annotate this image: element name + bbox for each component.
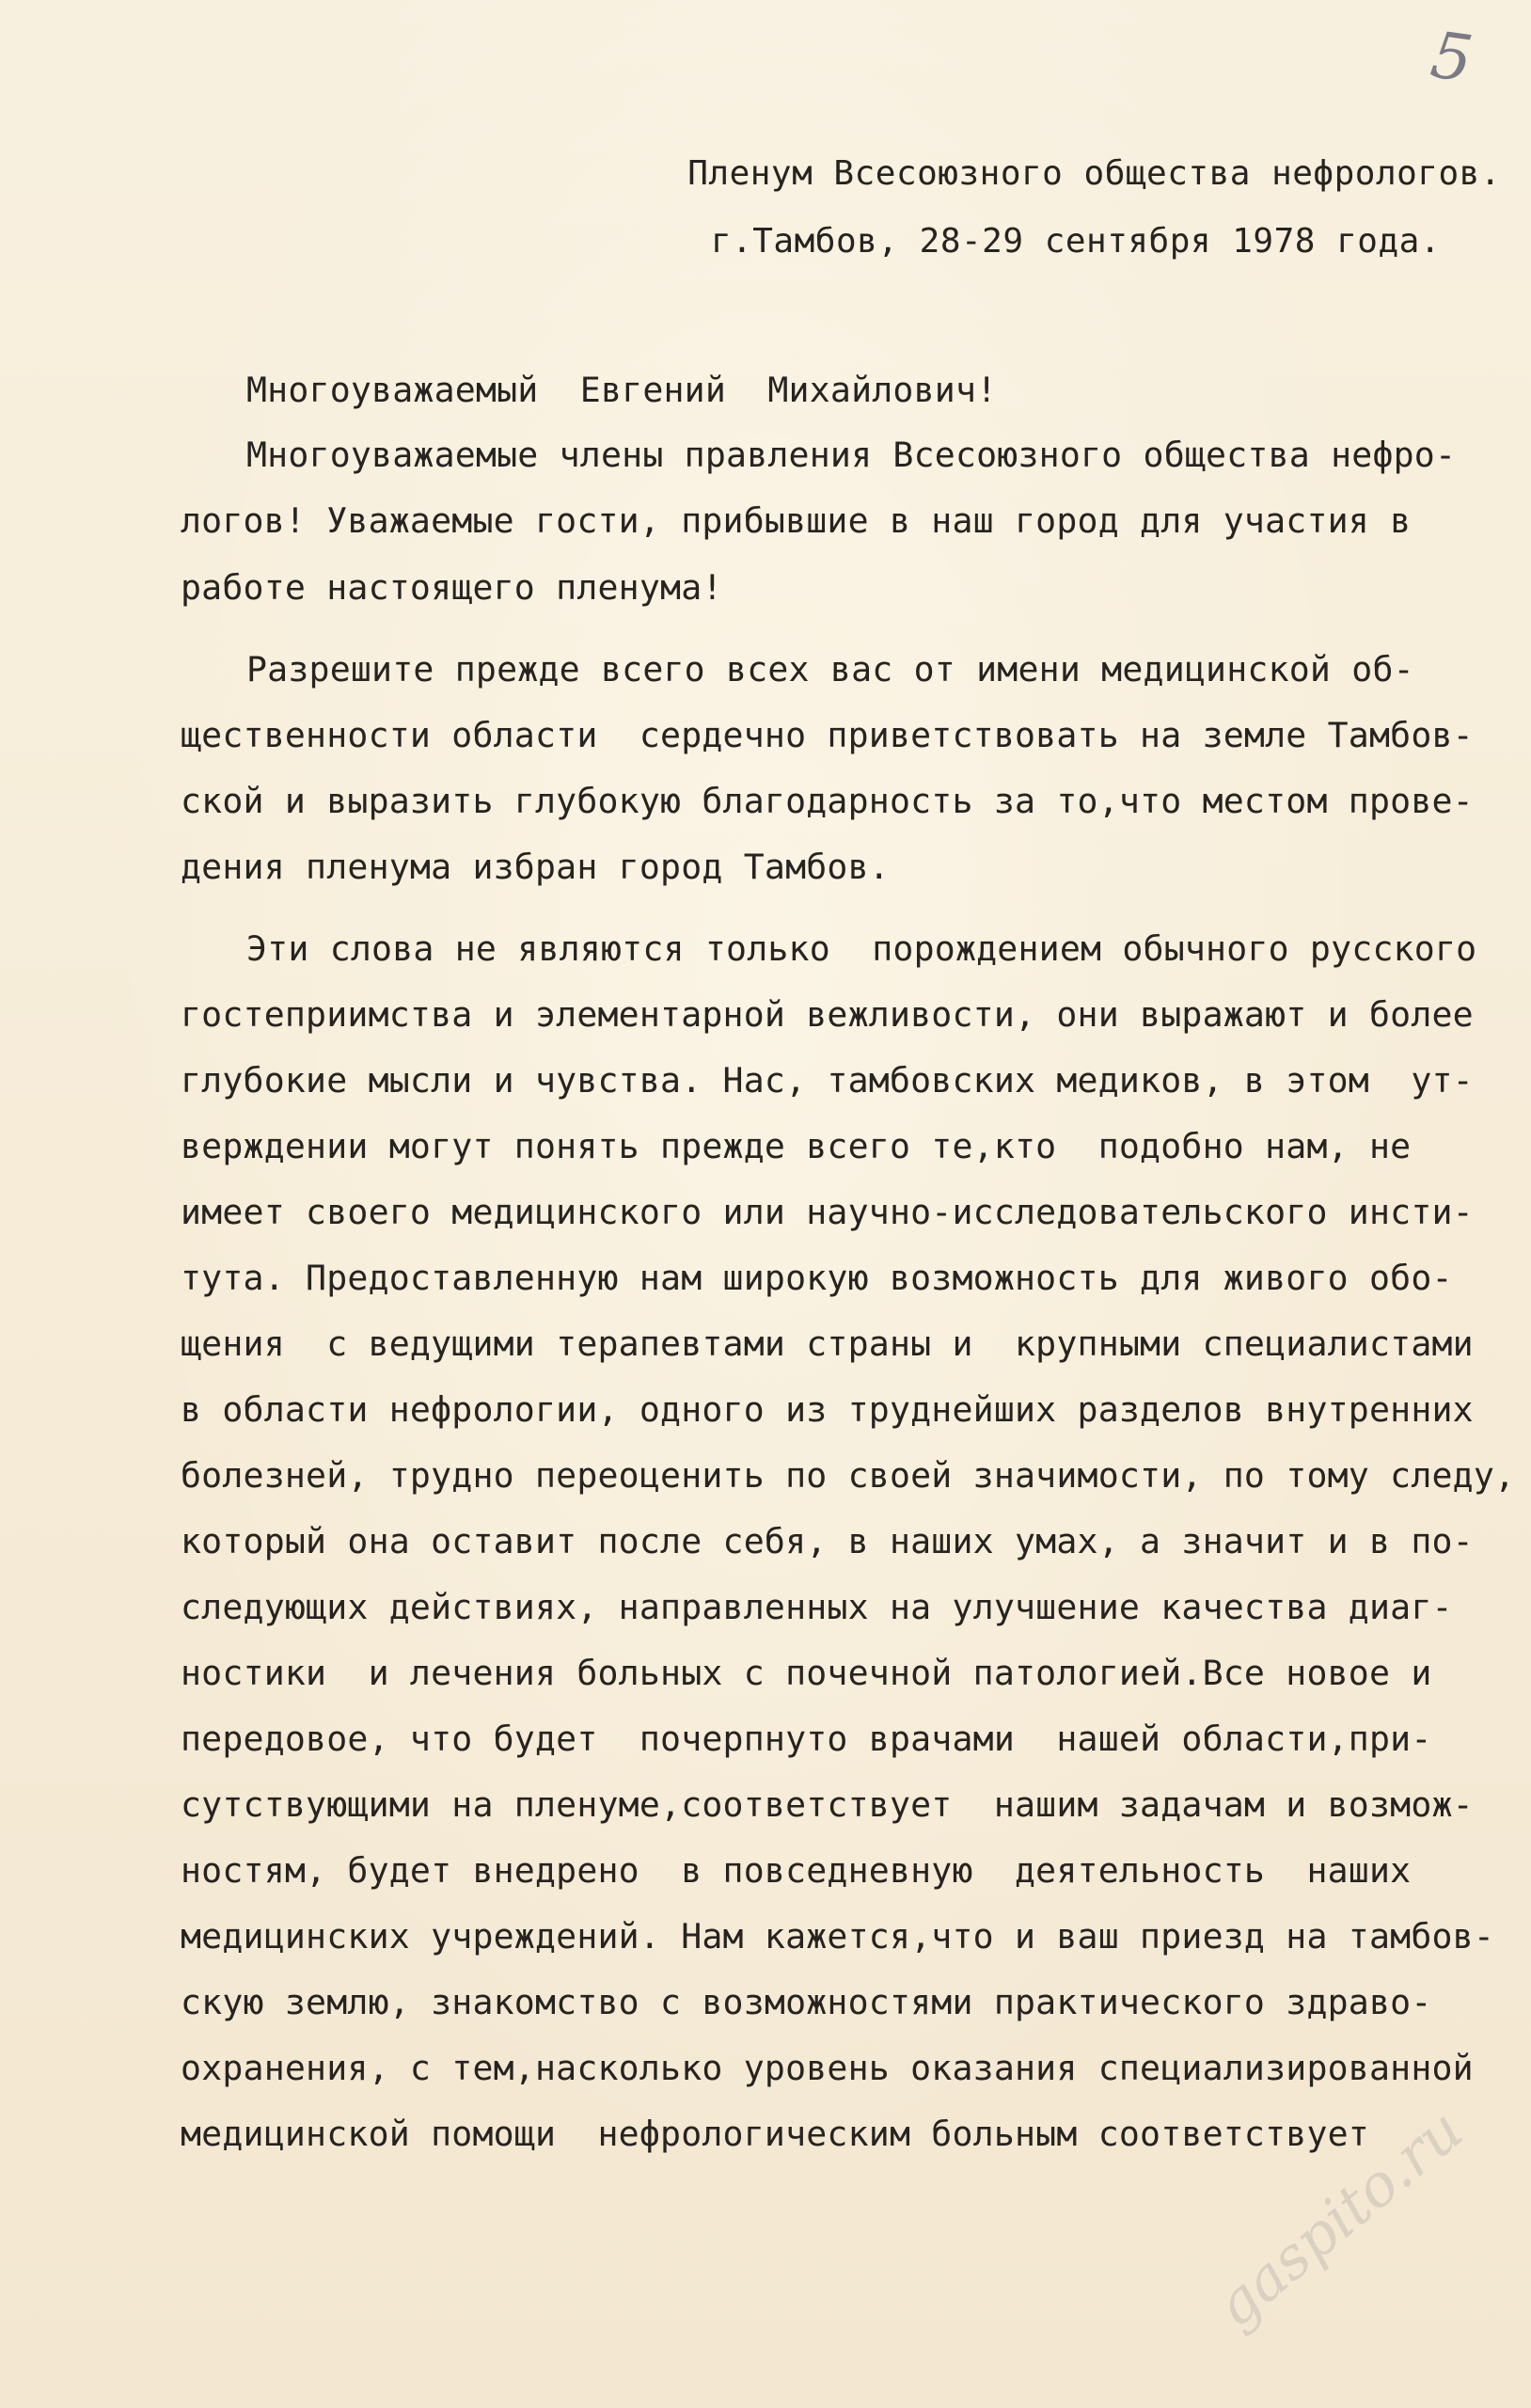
text-line: гостеприимства и элементарной вежливости, они выражают и более xyxy=(181,994,1474,1035)
text-line: ской и выразить глубокую благодарность за то,что местом прове- xyxy=(181,781,1474,821)
text-line: дения пленума избран город Тамбов. xyxy=(181,847,890,887)
text-line: следующих действиях, направленных на улучшение качества диаг- xyxy=(181,1587,1453,1627)
heading-line-1: Пленум Всесоюзного общества нефрологов. xyxy=(687,154,1501,193)
text-line: логов! Уважаемые гости, прибывшие в наш город для участия в xyxy=(181,500,1412,541)
text-line: медицинских учреждений. Нам кажется,что и ваш приезд на тамбов- xyxy=(181,1916,1495,1956)
text-line: скую землю, знакомство с возможностями практического здраво- xyxy=(181,1982,1432,2022)
text-line: сутствующими на пленуме,соответствует нашим задачам и возмож- xyxy=(181,1784,1474,1825)
text-line: ностям, будет внедрено в повседневную деятельность наших xyxy=(181,1850,1412,1891)
text-line: охранения, с тем,насколько уровень оказания специализированной xyxy=(181,2048,1474,2088)
text-line: глубокие мысли и чувства. Нас, тамбовских медиков, в этом ут- xyxy=(181,1060,1474,1101)
text-line: Многоуважаемые члены правления Всесоюзного общества нефро- xyxy=(246,435,1457,475)
page-number: 5 xyxy=(1426,18,1477,98)
text-line: щественности области сердечно приветствовать на земле Тамбов- xyxy=(181,715,1474,755)
text-line: имеет своего медицинского или научно-исследовательского инсти- xyxy=(181,1192,1474,1232)
text-line: в области нефрологии, одного из труднейших разделов внутренних xyxy=(181,1389,1474,1430)
text-line: тута. Предоставленную нам широкую возможность для живого обо- xyxy=(181,1258,1453,1298)
heading-line-2: г.Тамбов, 28-29 сентября 1978 года. xyxy=(710,222,1441,261)
text-line: Эти слова не являются только порождением обычного русского xyxy=(246,928,1477,969)
text-line: щения с ведущими терапевтами страны и крупными специалистами xyxy=(181,1323,1474,1364)
text-line: Многоуважаемый Евгений Михайлович! xyxy=(246,370,998,410)
text-line: Разрешите прежде всего всех вас от имени медицинской об- xyxy=(246,649,1414,689)
text-line: болезней, трудно переоценить по своей значимости, по тому следу, xyxy=(181,1455,1516,1496)
text-line: работе настоящего пленума! xyxy=(181,567,723,608)
text-line: верждении могут понять прежде всего те,кто подобно нам, не xyxy=(181,1126,1412,1166)
text-line: медицинской помощи нефрологическим больным соответствует xyxy=(181,2114,1369,2154)
text-line: передовое, что будет почерпнуто врачами нашей области,при- xyxy=(181,1719,1432,1759)
text-line: который она оставит после себя, в наших умах, а значит и в по- xyxy=(181,1521,1474,1561)
watermark: gaspito.ru xyxy=(1202,2095,1476,2340)
text-line: ностики и лечения больных с почечной патологией.Все новое и xyxy=(181,1653,1432,1693)
